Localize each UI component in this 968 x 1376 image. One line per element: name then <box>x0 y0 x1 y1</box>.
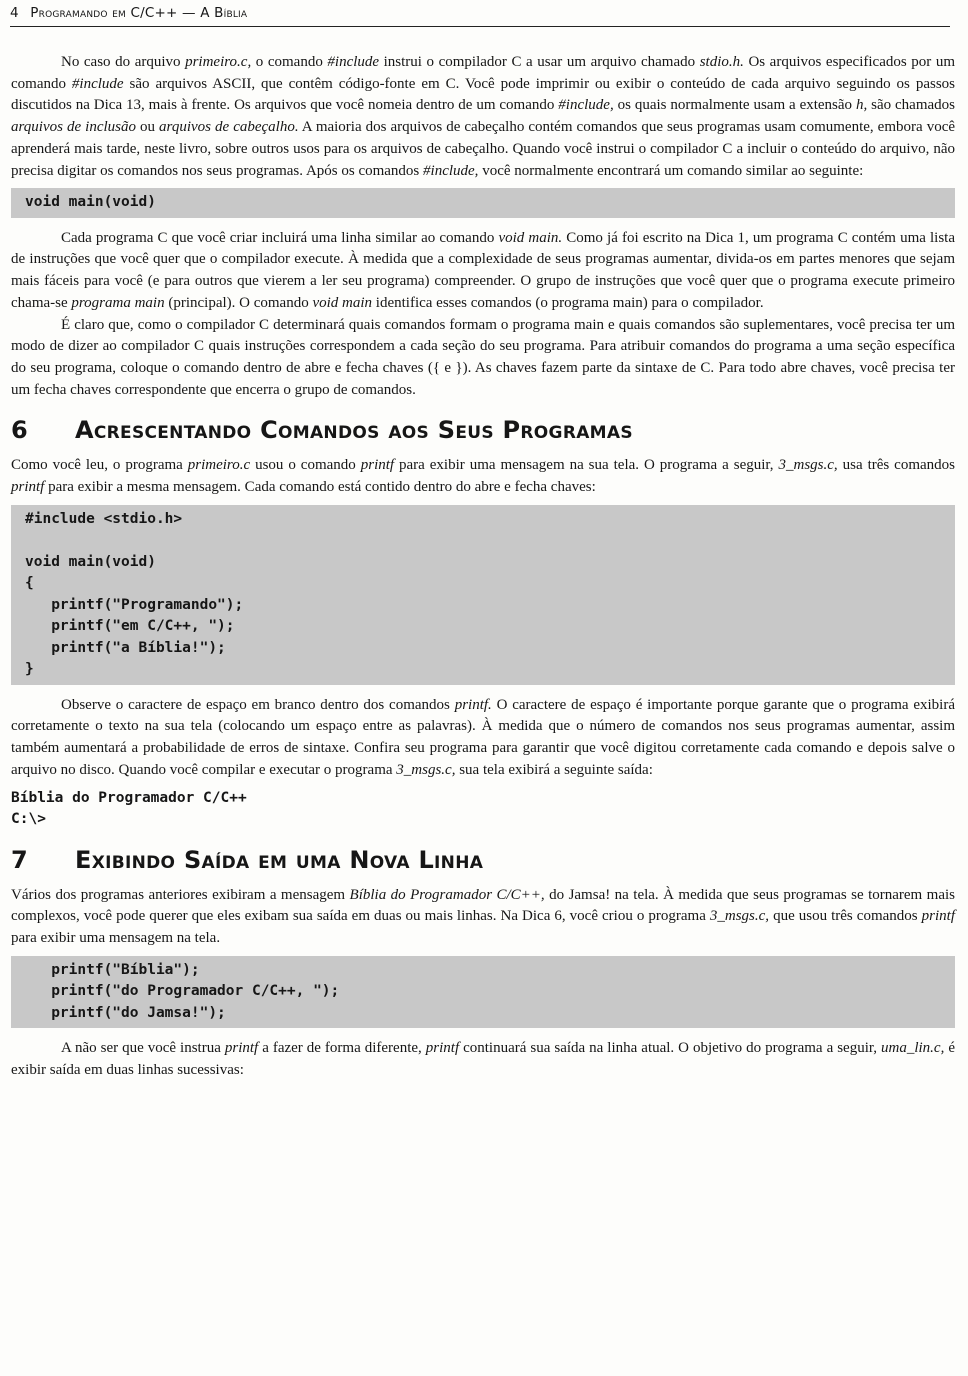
italic-run: printf <box>360 457 395 474</box>
text-run: Vários dos programas anteriores exibiram a mensagem <box>11 886 350 903</box>
intro-paragraph-2 <box>11 228 955 315</box>
italic-run: programa main <box>71 294 165 311</box>
italic-run: Bíblia do Programador C/C++, <box>349 886 545 903</box>
running-header <box>10 4 950 27</box>
text-run: o comando <box>251 54 328 70</box>
running-title: Programando em C/C++ — A Bíblia <box>30 5 248 21</box>
page-body <box>11 52 955 1082</box>
italic-run: printf <box>921 908 955 925</box>
italic-run: 3_msgs.c, <box>709 908 770 925</box>
text-run: No caso do arquivo <box>61 54 186 70</box>
text-run: Como você leu, o programa <box>11 457 188 474</box>
text-run: é exibir saída em duas linhas sucessivas: <box>11 1040 955 1078</box>
intro-paragraph-3: É claro que, como o compilador C determinará quais comandos formam o programa main e quais comandos são suplementares, você precisa ter um modo de dizer ao compilador C quais instruções correspondem a cada seção do seu programa. Para atribuir comandos do programa a uma seção específica do seu programa, coloque o comando dentro de abre e fecha chaves ({ e }). As chaves fazem parte da sintaxe de C. Para todo abre chaves, você precisa ter um fecha chaves correspondente que encerra o grupo de comandos. <box>11 316 955 398</box>
section-number: 6 <box>11 416 28 445</box>
text-run: (principal). O comando <box>164 294 313 311</box>
italic-run: 3_msgs.c, <box>778 457 838 474</box>
italic-run: h, <box>855 97 868 114</box>
code-block-3-msgs: #include <stdio.h> void main(void) { printf("Programando"); printf("em C/C++, "); printf("a Bíblia!"); } <box>11 505 955 685</box>
text-run: sua tela exibirá a seguinte saída: <box>455 761 653 778</box>
text-run: Os arquivos especificados por um comando <box>11 54 956 92</box>
section-6-paragraph-2 <box>11 695 955 782</box>
text-run: que usou três comandos <box>769 908 922 925</box>
text-run: continuará sua saída na linha atual. O objetivo do programa a seguir, <box>459 1040 882 1057</box>
italic-run: #include, <box>558 97 614 114</box>
code-block-void-main: void main(void) <box>11 188 955 218</box>
text-run: você normalmente encontrará um comando similar ao seguinte: <box>478 162 864 179</box>
italic-run: printf <box>224 1040 259 1057</box>
text-run: A maioria dos arquivos de cabeçalho contém comandos que seus programas usam comumente, embora você aprenderá mais tarde, neste livro, sobre outros usos para os arquivos de cabeçalho. Quando você instrui o compilador C a incluir o conteúdo do arquivo, não precisa digitar os comandos nos seus programas. Após os comandos <box>11 119 956 179</box>
section-number: 7 <box>11 845 28 874</box>
text-run: Como já foi escrito na Dica 1, um programa C contém uma lista de instruções que você quer que o compilador execute. À medida que a complexidade de seus programas aumentar, divida-os em partes menores que sejam mais fáceis para você (e para outros que vierem a ler seu programa) compreender. O grupo de instruções que você quer que o programa execute primeiro chama-se <box>11 229 955 311</box>
section-7-paragraph-1 <box>11 885 955 950</box>
section-7-paragraph-2 <box>11 1038 955 1081</box>
italic-run: #include, <box>423 162 479 179</box>
page-number: 4 <box>10 5 19 21</box>
section-6-heading <box>11 415 955 445</box>
section-6-paragraph-1 <box>11 455 955 498</box>
text-run: a fazer de forma diferente, <box>258 1040 426 1057</box>
italic-run: printf. <box>454 696 492 713</box>
italic-run: printf <box>425 1040 460 1057</box>
section-title: Acrescentando Comandos aos Seus Programas <box>75 416 633 445</box>
text-run: usou o comando <box>250 457 361 474</box>
text-run: usa três comandos <box>837 457 955 474</box>
italic-run: #include <box>327 54 380 70</box>
italic-run: printf <box>11 479 45 496</box>
text-run: para exibir uma mensagem na tela. <box>11 929 221 946</box>
italic-run: arquivos de cabeçalho. <box>159 119 299 136</box>
italic-run: uma_lin.c, <box>881 1040 945 1057</box>
text-run: para exibir a mesma mensagem. Cada comando está contido dentro do abre e fecha chaves: <box>44 479 596 496</box>
text-run: Observe o caractere de espaço em branco dentro dos comandos <box>61 696 455 713</box>
program-output: Bíblia do Programador C/C++ C:\> <box>11 789 247 828</box>
text-run: para exibir uma mensagem na sua tela. O programa a seguir, <box>394 457 779 474</box>
italic-run: void main. <box>498 229 563 246</box>
italic-run: 3_msgs.c, <box>396 761 456 778</box>
italic-run: void main <box>312 294 373 311</box>
italic-run: primeiro.c, <box>185 54 252 70</box>
text-run: O caractere de espaço é importante porque garante que o programa exibirá corretamente o texto na sua tela (colocando um espaço entre as palavras). À medida que o número de comandos nos seus programas aumentar, assim também aumentará a probabilidade de erros de sintaxe. Confira seu programa para garantir que você digitou corretamente cada comando e depois salve o arquivo no disco. Quando você compilar e executar o programa <box>11 696 956 778</box>
text-run: Cada programa C que você criar incluirá uma linha similar ao comando <box>61 229 499 246</box>
text-run: são chamados <box>867 97 955 114</box>
text-run: os quais normalmente usam a extensão <box>613 97 856 114</box>
italic-run: primeiro.c <box>187 457 251 474</box>
section-7-heading <box>11 845 955 875</box>
code-block-printf-lines: printf("Bíblia"); printf("do Programador C/C++, "); printf("do Jamsa!"); <box>11 956 955 1029</box>
intro-paragraph-1 <box>11 52 955 182</box>
text-run: do Jamsa! na tela. À medida que seus programas se tornarem mais complexos, você pode querer que eles exibam sua saída em duas ou mais linhas. Na Dica 6, você criou o programa <box>11 886 956 925</box>
text-run: A não ser que você instrua <box>61 1040 225 1057</box>
text-run: identifica esses comandos (o programa main) para o compilador. <box>372 294 764 311</box>
text-run: ou <box>135 119 160 136</box>
section-title: Exibindo Saída em uma Nova Linha <box>75 845 484 874</box>
italic-run: #include <box>71 75 124 92</box>
italic-run: arquivos de inclusão <box>11 119 136 136</box>
text-run: são arquivos ASCII, que contêm código-fonte em C. Você pode imprimir ou exibir o conteúdo de cada arquivo seguindo os passos discutidos na Dica 13, mais à frente. Os arquivos que você nomeia dentro de um comando <box>11 75 956 114</box>
text-run: instrui o compilador C a usar um arquivo chamado <box>379 54 700 70</box>
italic-run: stdio.h. <box>699 54 744 70</box>
